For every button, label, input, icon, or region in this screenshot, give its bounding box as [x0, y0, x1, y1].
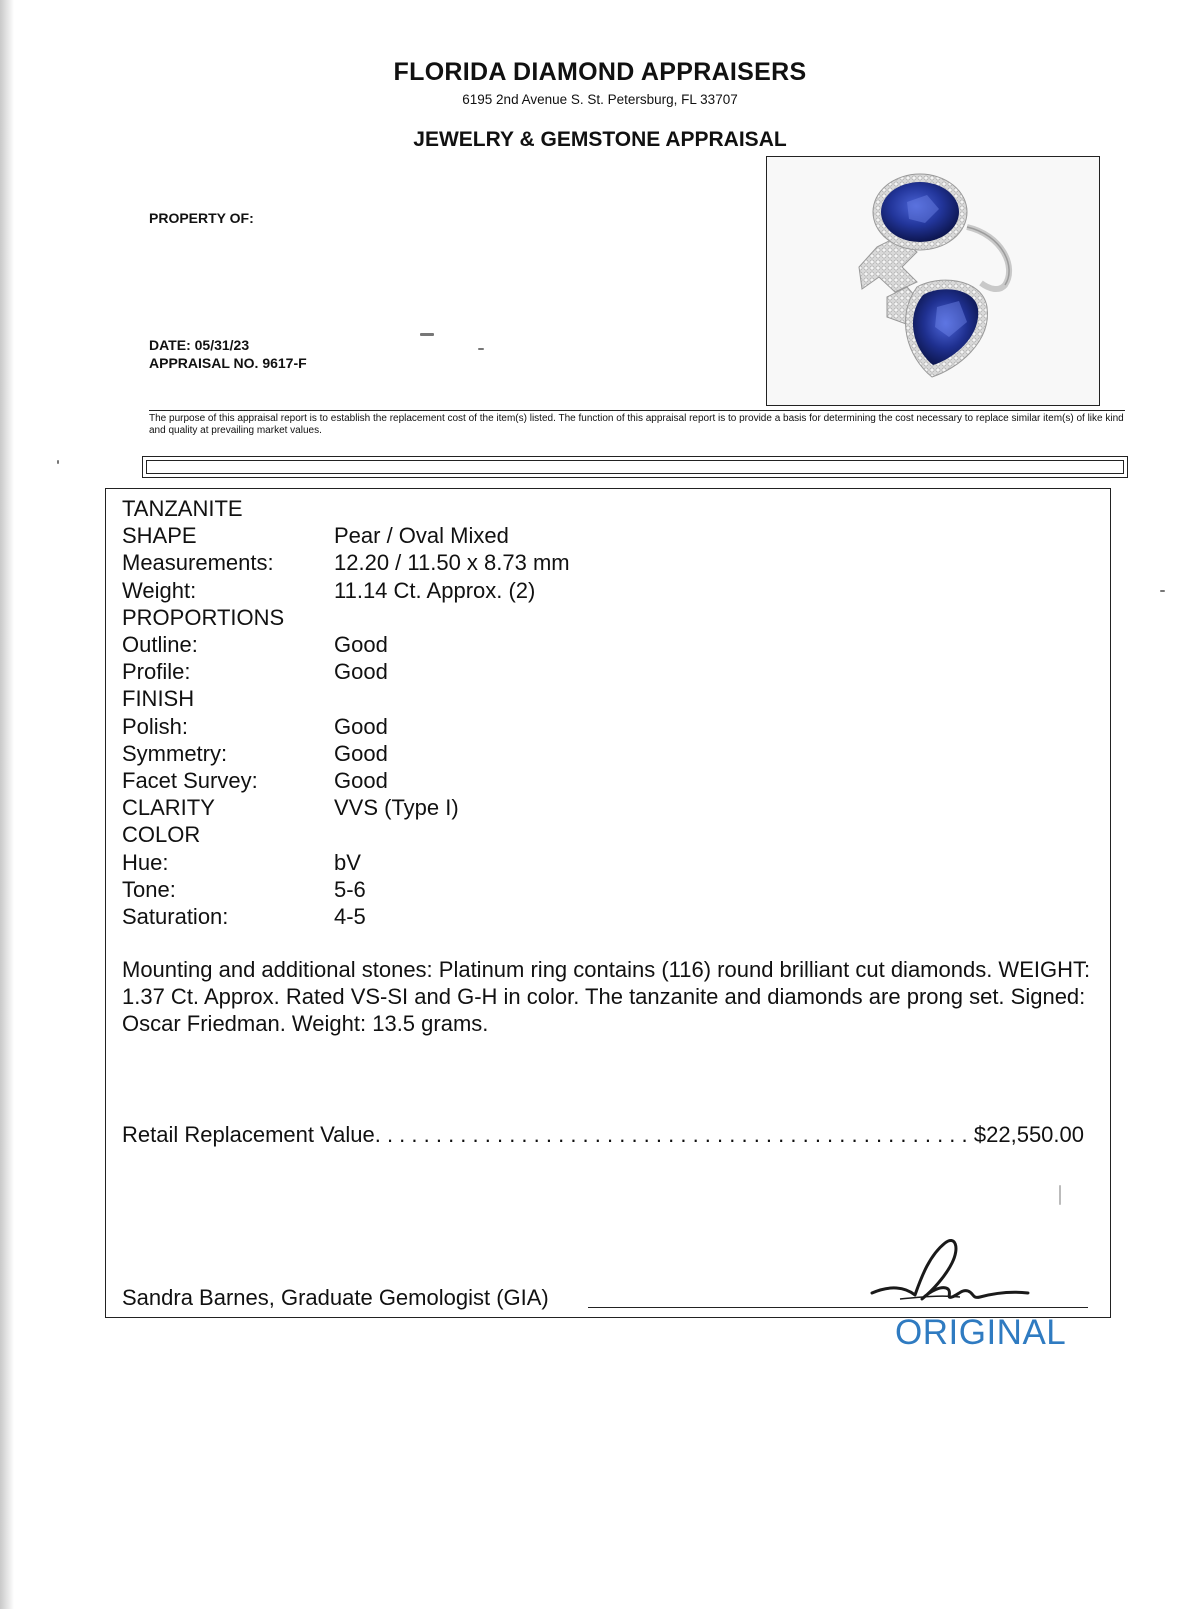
ring-photo-icon — [767, 157, 1098, 404]
detail-row — [122, 549, 570, 576]
property-of-label: PROPERTY OF: — [149, 210, 254, 226]
detail-row — [122, 577, 535, 604]
detail-label: SHAPE — [122, 523, 197, 549]
detail-row — [122, 713, 388, 740]
detail-row — [122, 794, 459, 821]
retail-value-line — [122, 1121, 1084, 1148]
detail-value: Good — [334, 632, 388, 657]
detail-value: 11.14 Ct. Approx. (2) — [334, 577, 536, 603]
detail-label: Hue: — [122, 849, 169, 875]
detail-row — [122, 495, 334, 522]
detail-value: Pear / Oval Mixed — [334, 523, 509, 549]
scan-speck — [1160, 590, 1165, 592]
retail-value-amount: $22,550.00 — [973, 1122, 1084, 1147]
detail-label: Profile: — [122, 659, 191, 685]
detail-label: FINISH — [122, 686, 195, 712]
detail-row — [122, 631, 388, 658]
scan-speck — [1059, 1185, 1061, 1205]
retail-value-label: Retail Replacement Value — [122, 1122, 375, 1147]
detail-label: Outline: — [122, 632, 198, 657]
detail-label: CLARITY — [122, 795, 215, 821]
detail-row — [122, 849, 361, 876]
date-line: DATE: 05/31/23 — [149, 337, 250, 353]
detail-value: Good — [334, 768, 388, 793]
detail-label: Weight: — [122, 577, 197, 603]
detail-row — [122, 767, 388, 794]
detail-label: Polish: — [122, 713, 189, 739]
detail-row — [122, 903, 366, 930]
double-rule-inner — [146, 460, 1124, 474]
detail-label: Facet Survey: — [122, 768, 258, 793]
detail-value: Good — [334, 659, 388, 685]
ring-photo — [766, 156, 1100, 406]
gemologist-name: Sandra Barnes, Graduate Gemologist (GIA) — [122, 1285, 549, 1310]
detail-row — [122, 658, 388, 685]
detail-row — [122, 821, 334, 848]
detail-value: 4-5 — [334, 904, 366, 929]
scan-speck — [57, 460, 59, 464]
purpose-statement: The purpose of this appraisal report is to establish the replacement cost of the item(s) listed. The function of this appraisal report is to provide a basis for determining the cost necessary to replace similar item(s) of like kind and quality at prevailing market values. — [149, 413, 1124, 436]
header-divider — [149, 410, 1125, 411]
document-title: JEWELRY & GEMSTONE APPRAISAL — [413, 128, 787, 151]
detail-value: bV — [334, 849, 361, 875]
detail-label: TANZANITE — [122, 496, 243, 521]
scan-speck — [478, 348, 484, 350]
scan-edge-shadow — [0, 0, 14, 1609]
detail-row — [122, 685, 334, 712]
detail-value: Good — [334, 740, 388, 766]
company-address: 6195 2nd Avenue S. St. Petersburg, FL 33707 — [462, 92, 738, 107]
detail-label: Symmetry: — [122, 740, 228, 766]
dot-leader — [375, 1121, 974, 1148]
detail-row — [122, 876, 366, 903]
detail-value: 5-6 — [334, 876, 366, 902]
detail-label: COLOR — [122, 822, 201, 848]
scan-speck — [420, 333, 434, 336]
original-stamp: ORIGINAL — [895, 1313, 1067, 1352]
double-rule-bar — [142, 456, 1128, 478]
detail-row — [122, 604, 334, 631]
company-name: FLORIDA DIAMOND APPRAISERS — [393, 58, 807, 86]
handwritten-signature-icon — [860, 1225, 1030, 1325]
detail-value: 12.20 / 11.50 x 8.73 mm — [334, 550, 570, 576]
detail-row — [122, 522, 509, 549]
detail-label: Measurements: — [122, 550, 274, 576]
detail-value: VVS (Type I) — [334, 795, 459, 821]
detail-label: PROPORTIONS — [122, 604, 285, 630]
detail-row — [122, 740, 388, 767]
detail-label: Saturation: — [122, 904, 229, 929]
detail-label: Tone: — [122, 876, 176, 902]
mounting-description: Mounting and additional stones: Platinum ring contains (116) round brilliant cut diamonds. WEIGHT: 1.37 Ct. Approx. Rated VS-SI and G-H in color. The tanzanite and diamonds are prong set. Signed: Oscar Friedman. Weight: 13.5 grams. — [122, 957, 1091, 1036]
detail-value: Good — [334, 713, 388, 739]
appraisal-number: APPRAISAL NO. 9617-F — [149, 355, 307, 371]
